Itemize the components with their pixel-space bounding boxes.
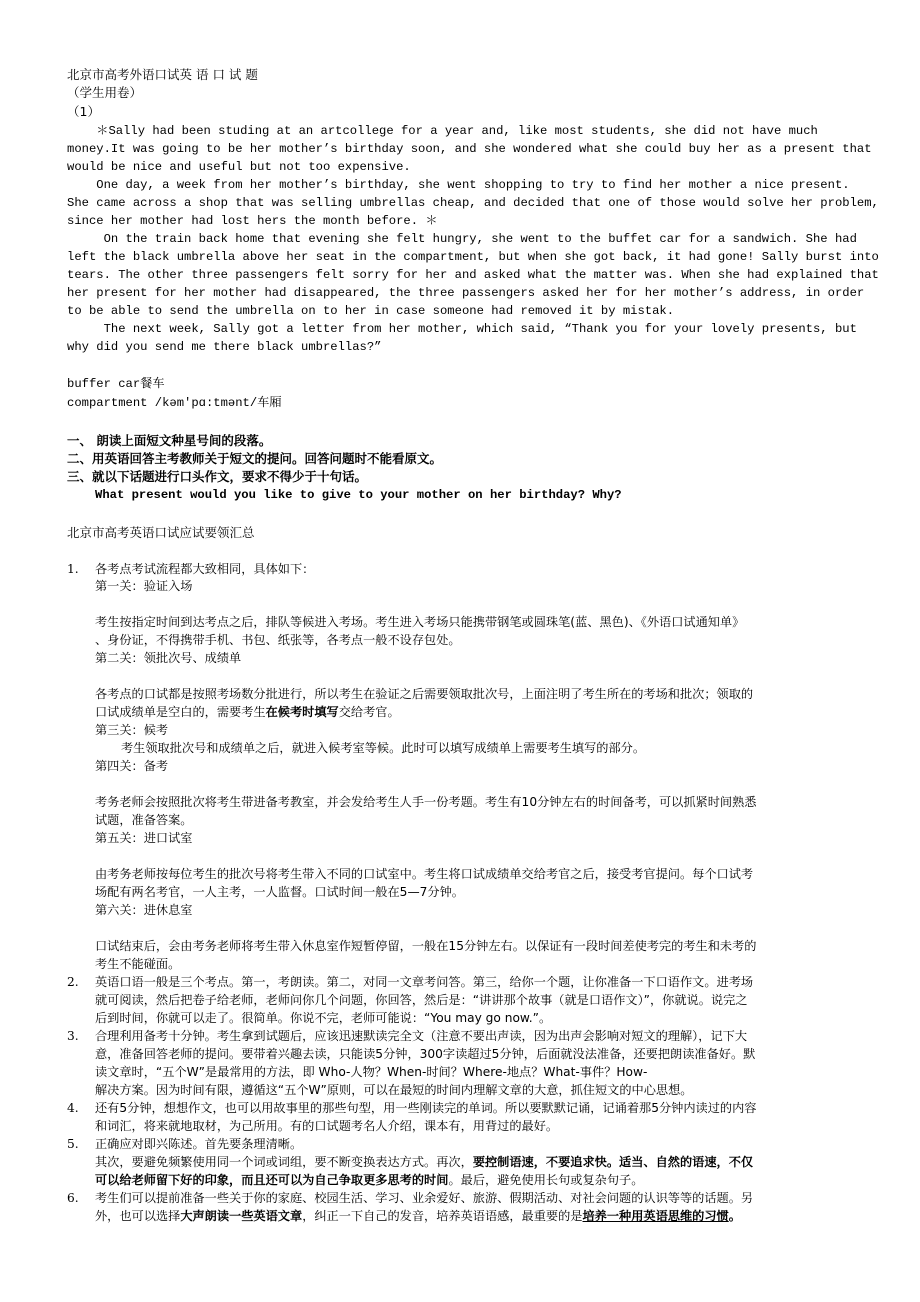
passage-line: since her mother had lost hers the month before. ＊ [67,214,438,228]
item6-emphasis: 大声朗读一些英语文章 [180,1209,303,1223]
item2-text: 就可阅读，然后把卷子给老师，老师问你几个问题，你回答，然后是：“讲讲那个故事（就是口语作文）”，你就说。说完之 [95,993,748,1007]
stage2-text: 各考点的口试都是按照考场数分批进行，所以考生在验证之后需要领取批次号，上面注明了考生所在的考场和批次；领取的 [95,687,754,701]
item3-text: 合理利用备考十分钟。考生拿到试题后，应该迅速默读完全文（注意不要出声读，因为出声会影响对短文的理解），记下大 [95,1029,748,1043]
item5-text-part: 。最后，避免使用长句或复杂句子。 [448,1173,644,1187]
passage-line: On the train back home that evening she felt hungry, she went to the buffet car for a sandwich. She had [67,232,857,246]
task-item: 三、就以下话题进行口头作文，要求不得少于十句话。 [67,469,368,484]
item3-text: 读文章时，“五个W”是最常用的方法，即 Who-人物？When-时间？Where-地点？What-事件？How- [95,1065,648,1079]
vocab-item: buffer car餐车 [67,377,165,391]
item5-emphasis: 可以给老师留下好的印象，而且还可以为自己争取更多思考的时间 [95,1173,449,1187]
item6-emphasis-underline: 培养一种用英语思维的习惯 [582,1209,729,1223]
stage5-text: 由考务老师按每位考生的批次号将考生带入不同的口试室中。考生将口试成绩单交给考官之后，接受考官提问。每个口试考 [95,867,754,881]
stage2-text [95,703,400,721]
passage-line: would be nice and useful but not too expensive. [67,160,411,174]
stage6-text: 口试结束后，会由考务老师将考生带入休息室作短暂停留，一般在15分钟左右。以保证有一段时间差使考完的考生和未考的 [95,939,757,953]
item-number: 4. [67,1101,79,1115]
passage-line: The next week, Sally got a letter from her mother, which said, “Thank you for your lovely presents, but [67,322,857,336]
item2-text: 后到时间，你就可以走了。很简单。你说不完，老师可能说：“You may go now.”。 [95,1011,552,1025]
stage1-title: 第一关：验证入场 [95,579,193,593]
stage6-text: 考生不能碰面。 [95,957,181,971]
item1-intro: 各考点考试流程都大致相同，具体如下： [95,562,315,576]
stage2-text-part: 交给考官。 [338,705,400,719]
passage-line: to be able to send the umbrella on to her in case someone had removed it by mistak. [67,304,675,318]
exam-subtitle: （学生用卷） [67,85,143,100]
item3-text: 解决方案。因为时间有限，遵循这“五个W”原则，可以在最短的时间内理解文章的大意，抓住短文的中心思想。 [95,1083,693,1097]
item3-text: 意，准备回答老师的提问。要带着兴趣去读，只能读5分钟，300字读超过5分钟，后面就没法准备，还要把朗读准备好。默 [95,1047,756,1061]
item6-text [95,1207,741,1225]
item4-text: 和词汇，将来就地取材，为己所用。有的口试题考名人介绍，课本有，用背过的最好。 [95,1119,559,1133]
task-item: 一、 朗读上面短文种星号间的段落。 [67,433,272,448]
passage-line: tears. The other three passengers felt sorry for her and asked what the matter was. When she had explained that [67,268,879,282]
passage-line: She came across a shop that was selling umbrellas cheap, and decided that one of those would solve her problem, [67,196,879,210]
stage5-title: 第五关：进口试室 [95,831,193,845]
passage-line: her present for her mother had disappeared, the three passengers asked her for her mother’s address, in order [67,286,865,300]
topic-question: What present would you like to give to your mother on her birthday? Why? [95,488,622,502]
passage-line: One day, a week from her mother’s birthday, she went shopping to try to find her mother a nice present. [67,178,850,192]
stage3-title: 第三关：候考 [95,723,169,737]
item6-text: 考生们可以提前准备一些关于你的家庭、校园生活、学习、业余爱好、旅游、假期活动、对社会问题的认识等等的话题。另 [95,1191,754,1205]
item5-text-part: 其次，要避免频繁使用同一个词或词组，要不断变换表达方式。再次， [95,1155,473,1169]
passage-line: why did you send me there black umbrellas?” [67,340,382,354]
stage2-emphasis: 在候考时填写 [265,705,339,719]
item6-text-part: 外，也可以选择 [95,1209,181,1223]
stage2-title: 第二关：领批次号、成绩单 [95,651,242,665]
stage6-title: 第六关：进休息室 [95,903,193,917]
stage3-text: 考生领取批次号和成绩单之后，就进入候考室等候。此时可以填写成绩单上需要考生填写的部分。 [121,741,646,755]
item4-text: 还有5分钟，想想作文，也可以用故事里的那些句型，用一些刚读完的单词。所以要默默记诵，记诵着那5分钟内读过的内容 [95,1101,757,1115]
exam-title: 北京市高考外语口试英 语 口 试 题 [67,67,258,82]
item5-emphasis: 要控制语速，不要追求快。适当、自然的语速，不仅 [472,1155,754,1169]
item-number: 1. [67,562,79,576]
stage5-text: 场配有两名考官，一人主考，一人监督。口试时间一般在5—7分钟。 [95,885,464,899]
item2-text: 英语口语一般是三个考点。第一，考朗读。第二，对同一文章考问答。第三，给你一个题，让你准备一下口语作文。进考场 [95,975,754,989]
item5-text: 正确应对即兴陈述。首先要条理清晰。 [95,1137,303,1151]
exam-number: （1） [67,104,100,119]
item-number: 2. [67,975,79,989]
passage-line: ＊Sally had been studing at an artcollege for a year and, like most students, she did not have much [67,124,818,138]
item5-text [95,1171,643,1189]
item6-text-part: 。 [728,1209,741,1223]
passage-line: left the black umbrella above her seat in the compartment, but when she got back, it had gone! Sally burst into [67,250,879,264]
stage1-text: 、身份证，不得携带手机、书包、纸张等，各考点一般不设存包处。 [95,633,461,647]
stage4-text: 考务老师会按照批次将考生带进备考教室，并会发给考生人手一份考题。考生有10分钟左右的时间备考，可以抓紧时间熟悉 [95,795,757,809]
item-number: 3. [67,1029,79,1043]
stage1-text: 考生按指定时间到达考点之后，排队等候进入考场。考生进入考场只能携带钢笔或圆珠笔(蓝、黑色)、《外语口试通知单》 [95,615,745,629]
stage2-text-part: 口试成绩单是空白的，需要考生 [95,705,266,719]
item6-text-part: ，纠正一下自己的发音，培养英语语感，最重要的是 [302,1209,583,1223]
guide-title: 北京市高考英语口试应试要领汇总 [67,525,255,540]
item-number: 6. [67,1191,79,1205]
item5-text [95,1153,753,1171]
stage4-title: 第四关：备考 [95,759,169,773]
task-item: 二、用英语回答主考教师关于短文的提问。回答问题时不能看原文。 [67,451,443,466]
vocab-item: compartment /kəm'pɑ:tmənt/车厢 [67,396,282,410]
passage-line: money.It was going to be her mother’s birthday soon, and she wondered what she could buy her as a present that [67,142,872,156]
stage4-text: 试题，准备答案。 [95,813,193,827]
item-number: 5. [67,1137,79,1151]
